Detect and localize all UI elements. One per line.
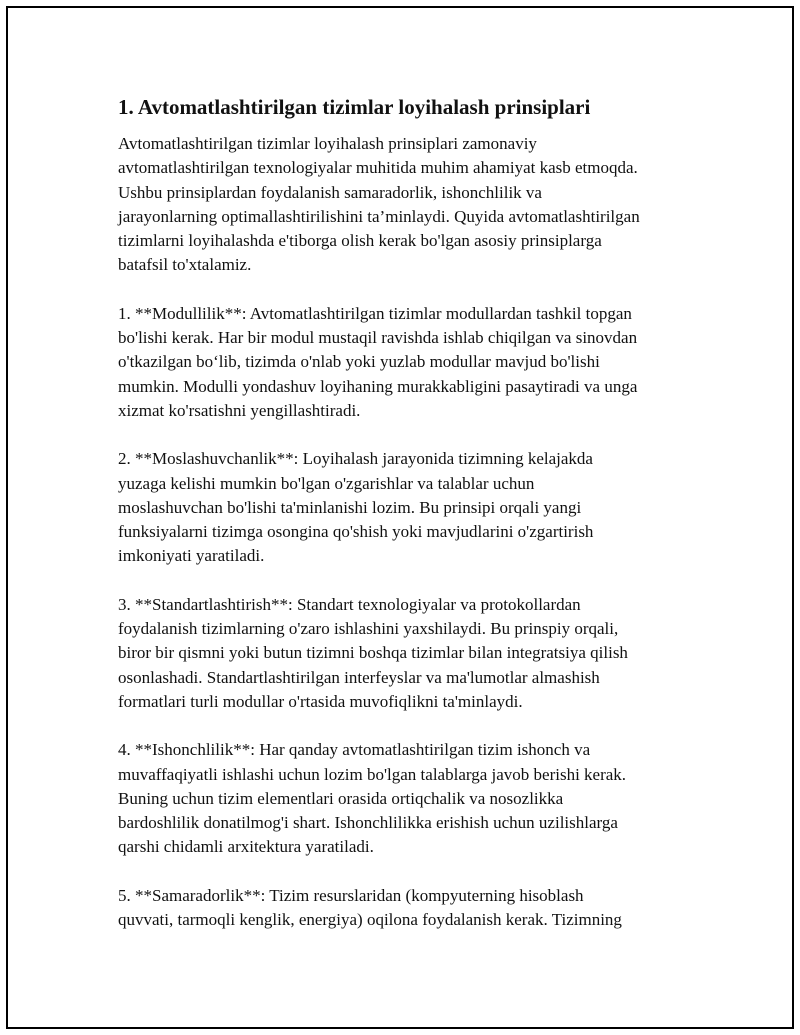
text-line: formatlari turli modullar o'rtasida muvofiqlikni ta'minlaydi.	[118, 691, 523, 711]
text-line: bardoshlilik donatilmog'i shart. Ishonchlilikka erishish uchun uzilishlarga	[118, 813, 618, 833]
text-line: 3. **Standartlashtirish**: Standart texnologiyalar va protokollardan	[118, 594, 581, 614]
principle-reliability-paragraph	[118, 738, 704, 859]
text-line: moslashuvchan bo'lishi ta'minlanishi lozim. Bu prinsipi orqali yangi	[118, 497, 582, 517]
text-line: o'tkazilgan bo‘lib, tizimda o'nlab yoki yuzlab modullar mavjud bo'lishi	[118, 352, 600, 372]
text-line: funksiyalarni tizimga osongina qo'shish yoki mavjudlarini o'zgartirish	[118, 522, 594, 542]
text-line: 2. **Moslashuvchanlik**: Loyihalash jarayonida tizimning kelajakda	[118, 449, 593, 469]
intro-paragraph	[118, 132, 704, 278]
text-line: yuzaga kelishi mumkin bo'lgan o'zgarishlar va talablar uchun	[118, 473, 535, 493]
text-line: bo'lishi kerak. Har bir modul mustaqil ravishda ishlab chiqilgan va sinovdan	[118, 328, 638, 348]
text-line: biror bir qismni yoki butun tizimni boshqa tizimlar bilan integratsiya qilish	[118, 643, 628, 663]
text-line: batafsil to'xtalamiz.	[118, 255, 252, 275]
text-line: avtomatlashtirilgan texnologiyalar muhitida muhim ahamiyat kasb etmoqda.	[118, 158, 638, 178]
principle-standardization-paragraph	[118, 593, 704, 714]
text-line: Avtomatlashtirilgan tizimlar loyihalash prinsiplari zamonaviy	[118, 134, 537, 153]
document-content	[118, 94, 704, 956]
text-line: quvvati, tarmoqli kenglik, energiya) oqilona foydalanish kerak. Tizimning	[118, 910, 622, 930]
text-line: Buning uchun tizim elementlari orasida ortiqchalik va nosozlikka	[118, 788, 564, 808]
text-line: muvaffaqiyatli ishlashi uchun lozim bo'lgan talablarga javob berishi kerak.	[118, 764, 627, 784]
text-line: mumkin. Modulli yondashuv loyihaning murakkabligini pasaytiradi va unga	[118, 376, 638, 396]
text-line: xizmat ko'rsatishni yengillashtiradi.	[118, 400, 361, 420]
principle-flexibility-paragraph	[118, 447, 704, 568]
text-line: jarayonlarning optimallashtirilishini ta’minlaydi. Quyida avtomatlashtirilgan	[118, 206, 640, 226]
document-page	[6, 6, 794, 1029]
text-line: foydalanish tizimlarning o'zaro ishlashini yaxshilaydi. Bu prinspiy orqali,	[118, 619, 619, 639]
text-line: imkoniyati yaratiladi.	[118, 546, 265, 566]
text-line: 5. **Samaradorlik**: Tizim resurslaridan (kompyuterning hisoblash	[118, 885, 584, 905]
principle-efficiency-paragraph	[118, 884, 704, 933]
principle-modularity-paragraph	[118, 302, 704, 423]
text-line: qarshi chidamli arxitektura yaratiladi.	[118, 837, 374, 857]
text-line: osonlashadi. Standartlashtirilgan interfeyslar va ma'lumotlar almashish	[118, 667, 600, 687]
section-title: 1. Avtomatlashtirilgan tizimlar loyihalash prinsiplari	[118, 95, 591, 119]
text-line: 1. **Modullilik**: Avtomatlashtirilgan tizimlar modullardan tashkil topgan	[118, 303, 632, 323]
text-line: tizimlarni loyihalashda e'tiborga olish kerak bo'lgan asosiy prinsiplarga	[118, 231, 602, 251]
text-line: 4. **Ishonchlilik**: Har qanday avtomatlashtirilgan tizim ishonch va	[118, 740, 591, 760]
text-line: Ushbu prinsiplardan foydalanish samaradorlik, ishonchlilik va	[118, 182, 542, 202]
